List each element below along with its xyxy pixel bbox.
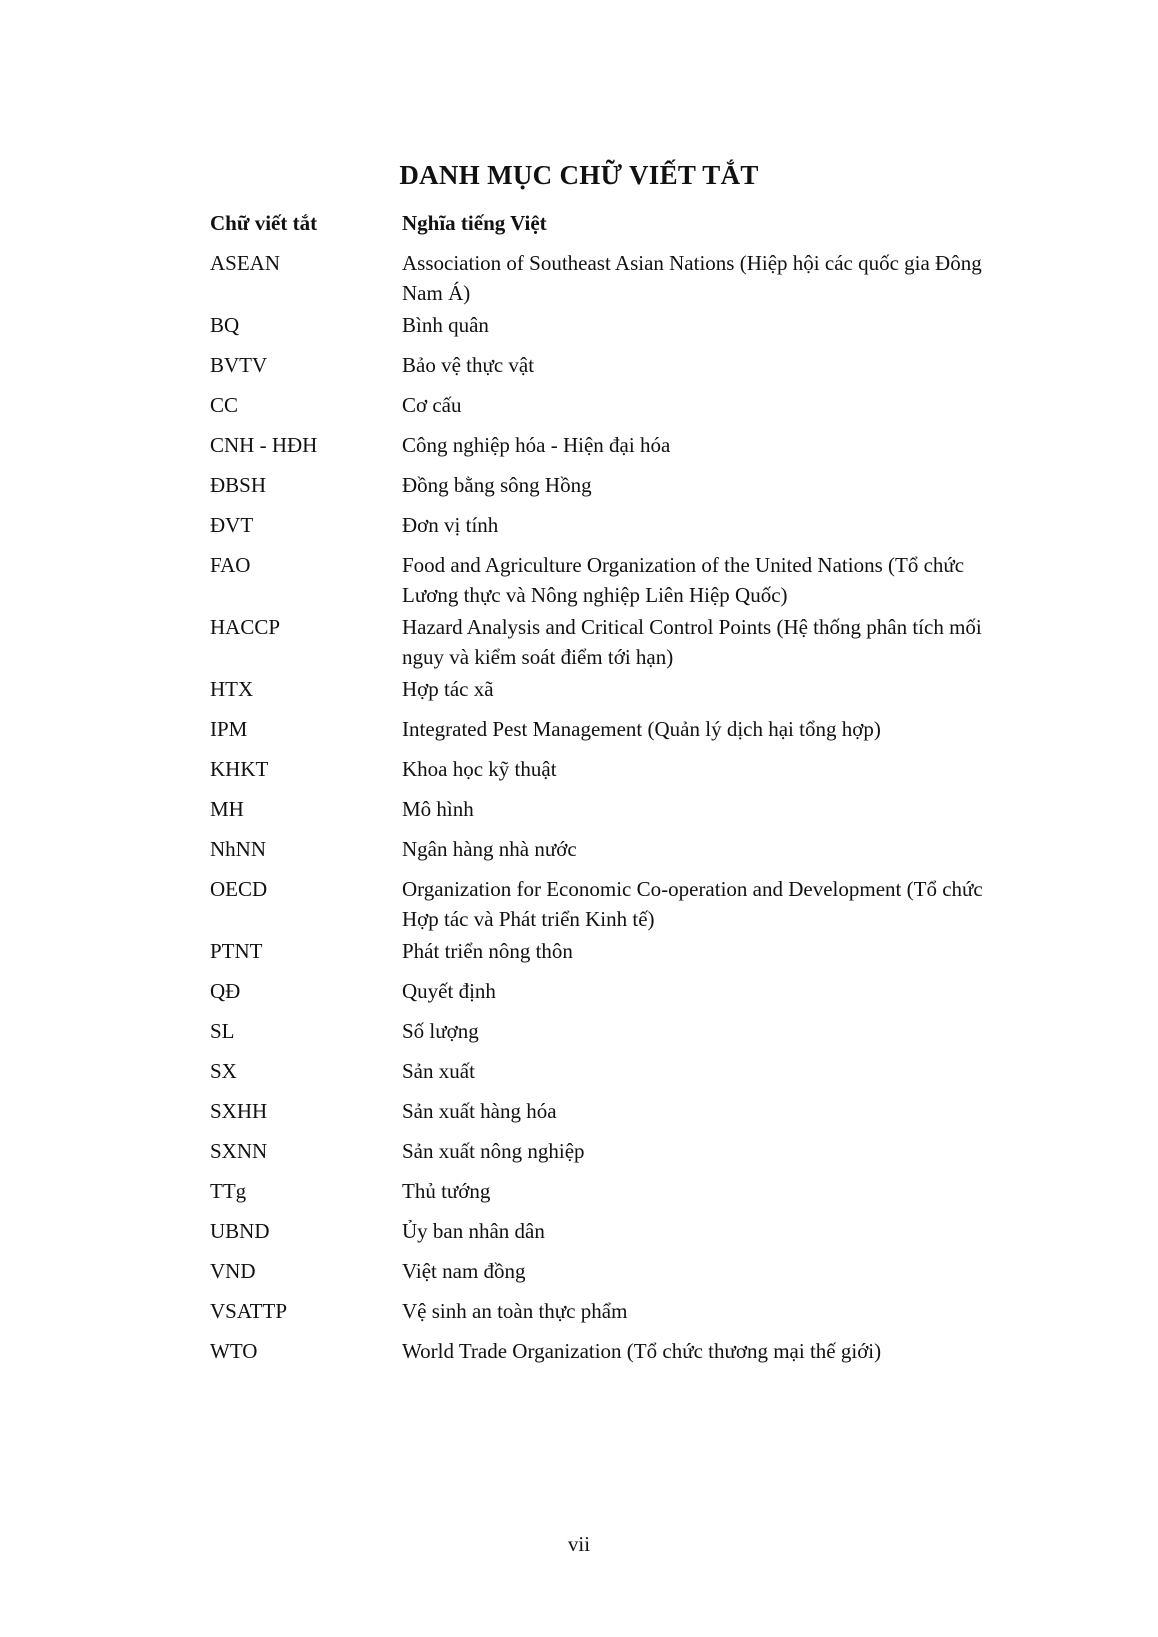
page-title: DANH MỤC CHỮ VIẾT TẮT — [399, 160, 759, 190]
abbreviation: SX — [210, 1059, 237, 1083]
meaning: Sản xuất — [402, 1059, 475, 1083]
meaning: Vệ sinh an toàn thực phẩm — [402, 1299, 628, 1323]
meaning: Hazard Analysis and Critical Control Points (Hệ thống phân tích mối nguy và kiểm soát điểm tới hạn) — [402, 615, 982, 669]
table-row — [210, 1096, 1010, 1136]
abbreviation: TTg — [210, 1179, 247, 1203]
meaning: World Trade Organization (Tổ chức thương mại thế giới) — [402, 1339, 882, 1363]
abbreviation: QĐ — [210, 979, 241, 1003]
table-row — [210, 1056, 1010, 1096]
table-row — [210, 976, 1010, 1016]
abbreviation: CNH - HĐH — [210, 433, 318, 457]
abbreviation: WTO — [210, 1339, 258, 1363]
meaning: Hợp tác xã — [402, 677, 494, 701]
table-row — [210, 510, 1010, 550]
table-row — [210, 430, 1010, 470]
abbreviation: IPM — [210, 717, 248, 741]
abbreviation: SXNN — [210, 1139, 268, 1163]
abbreviation: NhNN — [210, 837, 266, 861]
table-row — [210, 714, 1010, 754]
table-row — [210, 612, 1010, 674]
meaning: Food and Agriculture Organization of the United Nations (Tổ chức Lương thực và Nông nghiệp Liên Hiệp Quốc) — [402, 553, 965, 607]
meaning: Đơn vị tính — [402, 513, 499, 537]
table-row — [210, 1136, 1010, 1176]
meaning: Sản xuất hàng hóa — [402, 1099, 557, 1123]
abbreviation: UBND — [210, 1219, 270, 1243]
abbreviation: ĐBSH — [210, 473, 267, 497]
header-meaning: Nghĩa tiếng Việt — [402, 211, 547, 235]
abbreviation: VSATTP — [210, 1299, 288, 1323]
abbreviation: KHKT — [210, 757, 269, 781]
abbreviation: BVTV — [210, 353, 268, 377]
abbreviation: PTNT — [210, 939, 263, 963]
abbreviation: MH — [210, 797, 244, 821]
table-row — [210, 470, 1010, 510]
meaning: Số lượng — [402, 1019, 479, 1043]
meaning: Bảo vệ thực vật — [402, 353, 535, 377]
abbreviation: ASEAN — [210, 251, 281, 275]
meaning: Phát triển nông thôn — [402, 939, 573, 963]
table-row — [210, 1016, 1010, 1056]
meaning: Quyết định — [402, 979, 496, 1003]
meaning: Khoa học kỹ thuật — [402, 757, 557, 781]
table-row — [210, 350, 1010, 390]
meaning: Cơ cấu — [402, 393, 462, 417]
abbreviation: ĐVT — [210, 513, 254, 537]
table-row — [210, 310, 1010, 350]
abbreviation: FAO — [210, 553, 251, 577]
meaning: Công nghiệp hóa - Hiện đại hóa — [402, 433, 671, 457]
meaning: Ủy ban nhân dân — [402, 1219, 545, 1243]
abbreviation: HTX — [210, 677, 254, 701]
table-row — [210, 390, 1010, 430]
table-row — [210, 1216, 1010, 1256]
table-row — [210, 1336, 1010, 1376]
header-abbreviation: Chữ viết tắt — [210, 211, 318, 235]
abbreviation: SL — [210, 1019, 235, 1043]
meaning: Mô hình — [402, 797, 474, 821]
meaning: Thủ tướng — [402, 1179, 491, 1203]
meaning: Organization for Economic Co-operation and Development (Tổ chức Hợp tác và Phát triển Kinh tế) — [402, 877, 983, 931]
table-row — [210, 874, 1010, 936]
abbreviation: BQ — [210, 313, 240, 337]
table-row — [210, 794, 1010, 834]
meaning: Integrated Pest Management (Quản lý dịch hại tổng hợp) — [402, 717, 881, 741]
table-row — [210, 674, 1010, 714]
meaning: Sản xuất nông nghiệp — [402, 1139, 585, 1163]
meaning: Bình quân — [402, 313, 489, 337]
meaning: Ngân hàng nhà nước — [402, 837, 577, 861]
abbreviation: VND — [210, 1259, 256, 1283]
page-number: vii — [567, 1532, 591, 1556]
abbreviation: CC — [210, 393, 239, 417]
abbreviation: HACCP — [210, 615, 281, 639]
table-row — [210, 754, 1010, 794]
abbreviation-table — [210, 208, 1010, 1376]
table-row — [210, 248, 1010, 310]
abbreviation: OECD — [210, 877, 268, 901]
table-row — [210, 1256, 1010, 1296]
meaning: Association of Southeast Asian Nations (Hiệp hội các quốc gia Đông Nam Á) — [402, 251, 982, 305]
meaning: Việt nam đồng — [402, 1259, 526, 1283]
table-row — [210, 834, 1010, 874]
meaning: Đồng bằng sông Hồng — [402, 473, 592, 497]
table-row — [210, 1296, 1010, 1336]
table-row — [210, 550, 1010, 612]
table-row — [210, 936, 1010, 976]
table-header — [210, 208, 1010, 248]
table-row — [210, 1176, 1010, 1216]
abbreviation: SXHH — [210, 1099, 268, 1123]
